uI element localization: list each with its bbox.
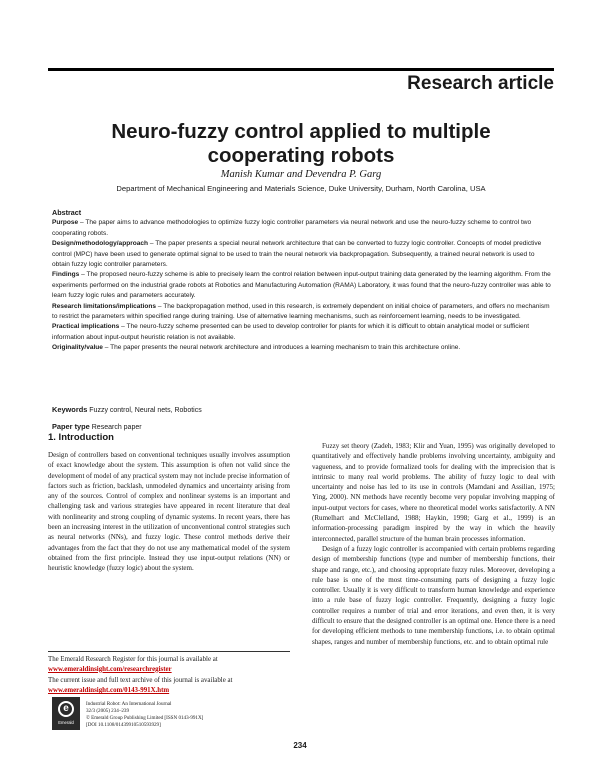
page-number: 234 [293, 741, 307, 750]
archive-note [48, 676, 298, 695]
section-header: Research article [407, 73, 554, 94]
logo-letter: e [63, 703, 69, 714]
register-text: The Emerald Research Register for this journal is available at [48, 656, 218, 663]
design-text: – The paper presents a special neural network architecture that can be converted to fuzzy logic controller. Concepts of model predictive control (MPC) have been used to generate optimal signal to be used to train the neural network via backpropagation. Subsequently, a trained neural network is used to obtain fuzzy logic controller parameters. [52, 240, 542, 269]
originality-label: Originality/value [52, 344, 103, 352]
archive-link[interactable]: www.emeraldinsight.com/0143-991X.htm [48, 687, 170, 695]
footnote [48, 655, 298, 698]
abstract-design [52, 239, 552, 270]
abstract-practical [52, 322, 552, 343]
journal-name: Industrial Robot: An International Journal [86, 701, 172, 707]
paper-type-label: Paper type [52, 422, 90, 431]
abstract-purpose [52, 218, 552, 239]
keywords-label: Keywords [52, 405, 88, 414]
footnote-divider [48, 651, 290, 652]
register-note [48, 655, 298, 674]
purpose-label: Purpose [52, 219, 79, 227]
paper-type-value: Research paper [91, 424, 142, 431]
design-label: Design/methodology/approach [52, 240, 149, 248]
logo-wordmark: Emerald [58, 720, 74, 725]
affiliation: Department of Mechanical Engineering and Materials Science, Duke University, Durham, North Carolina, USA [116, 184, 486, 193]
intro-paragraph-2: Fuzzy set theory (Zadeh, 1983; Klir and Yuan, 1995) was originally developed to quantitatively and effectively handle problems involving uncertainty, ambiguity and vagueness, and to provide formalized tools for dealing with the imprecision that is intrinsic to many real world problems. The ability of fuzzy logic to deal with uncertainty and noise has led to its use in controls (Mamdani and Assilian, 1975; Ying, 2000). NN methods have recently become very popular involving mapping of input-output vectors for cases, where no theoretical model works satisfactorily. A NN (Rumelhart and McClelland, 1988; Haykin, 1998; Garg et al., 1999) is an information-processing paradigm inspired by the way in which the heavily interconnected, parallel structure of the human brain processes information. [312, 442, 555, 543]
archive-text: The current issue and full text archive of this journal is available at [48, 677, 233, 685]
findings-label: Findings [52, 271, 80, 279]
register-link[interactable]: www.emeraldinsight.com/researchregister [48, 665, 172, 673]
limitations-label: Research limitations/implications [52, 302, 157, 310]
volume-issue: 32/3 (2005) 234–239 [86, 707, 130, 714]
keywords-value: Fuzzy control, Neural nets, Robotics [89, 407, 202, 414]
abstract-limitations [52, 302, 552, 323]
copyright: © Emerald Group Publishing Limited [ISSN 0143-991X] [86, 714, 204, 721]
title-line-2: cooperating robots [207, 144, 395, 167]
practical-text: – The neuro-fuzzy scheme presented can be used to develop controller for plants for which it is difficult to obtain analytical model or sufficient information about input-output heuristic relation is not available. [52, 323, 530, 341]
doi: [DOI 10.1108/01439910510593929] [86, 721, 161, 728]
article-title [48, 120, 554, 168]
abstract-heading: Abstract [52, 208, 82, 217]
purpose-text: – The paper aims to advance methodologies to optimize fuzzy logic controller parameters via neural network and use the neuro-fuzzy scheme to control two cooperating robots. [52, 219, 532, 237]
originality-text: – The paper presents the neural network architecture and introduces a learning mechanism to train this architecture online. [102, 344, 461, 352]
findings-text: – The proposed neuro-fuzzy scheme is able to precisely learn the control relation between input-output training data generated by the learning algorithm. From the experiments performed on the industrial grade robots at Robotics and Manufacturing Automation (RAMA) Laboratory, it was found that the neuro-fuzzy controller was able to learn fuzzy logic rules and parameters accurately. [52, 271, 551, 300]
abstract-findings [52, 270, 552, 301]
intro-paragraph-3: Design of a fuzzy logic controller is accompanied with certain problems regarding design of membership functions (type and number of membership functions, their shape and range, etc.), and choosing appropriate fuzzy rules. Moreover, developing a rule base is one of the most time-consuming parts of designing a fuzzy logic controller. Usually it is very difficult to transform human knowledge and experience into a rule base of fuzzy logic controller. Frequently, designing a fuzzy logic controller requires a number of trial and error iterations, and even then, it is very difficult to ensure that the designed controller is an optimal one. Hence there is a need for developing efficient methods to tune membership functions, i.e. to obtain optimal shapes, ranges and number of membership functions, etc. and to obtain optimal rule [312, 544, 555, 646]
limitations-text: – The backpropagation method, used in this research, is extremely dependent on initial choice of parameters, and offers no mechanism to restrict the parameters within specified range during training. Use of alternative learning mechanisms, such as reinforcement learning, needs to be investigated. [52, 302, 550, 321]
publication-info [86, 701, 306, 729]
section-heading: 1. Introduction [48, 432, 114, 443]
right-column [312, 441, 555, 647]
abstract-originality [52, 343, 552, 353]
left-column [48, 432, 290, 574]
authors: Manish Kumar and Devendra P. Garg [220, 169, 382, 180]
title-line-1: Neuro-fuzzy control applied to multiple [111, 120, 491, 143]
emerald-logo [52, 697, 80, 730]
abstract [52, 208, 552, 354]
intro-paragraph-1: Design of controllers based on conventional techniques usually involves assumption of exact knowledge about the system. This assumption is often not valid since the development of model of any practical system may not include precise information of factors such as friction, backlash, unmodeled dynamics and uncertainty arising from any of the sources. Control of complex and nonlinear systems is an important and challenging task and various strategies have appeared in recent literature that deal with nonlinearity and strong coupling of dynamic systems. In recent years, there has been an increasing interest in the utilization of unconventional control strategies such as neural networks (NNs), and fuzzy logic. These control methods derive their advantages from the fact that they do not use any mathematical model of the system obtained from the first principle. Instead they use input-output relations (NN) or heuristic knowledge (fuzzy logic) about the system. [48, 451, 290, 573]
practical-label: Practical implications [52, 323, 120, 331]
keywords [52, 405, 202, 414]
paper-type [52, 422, 142, 431]
